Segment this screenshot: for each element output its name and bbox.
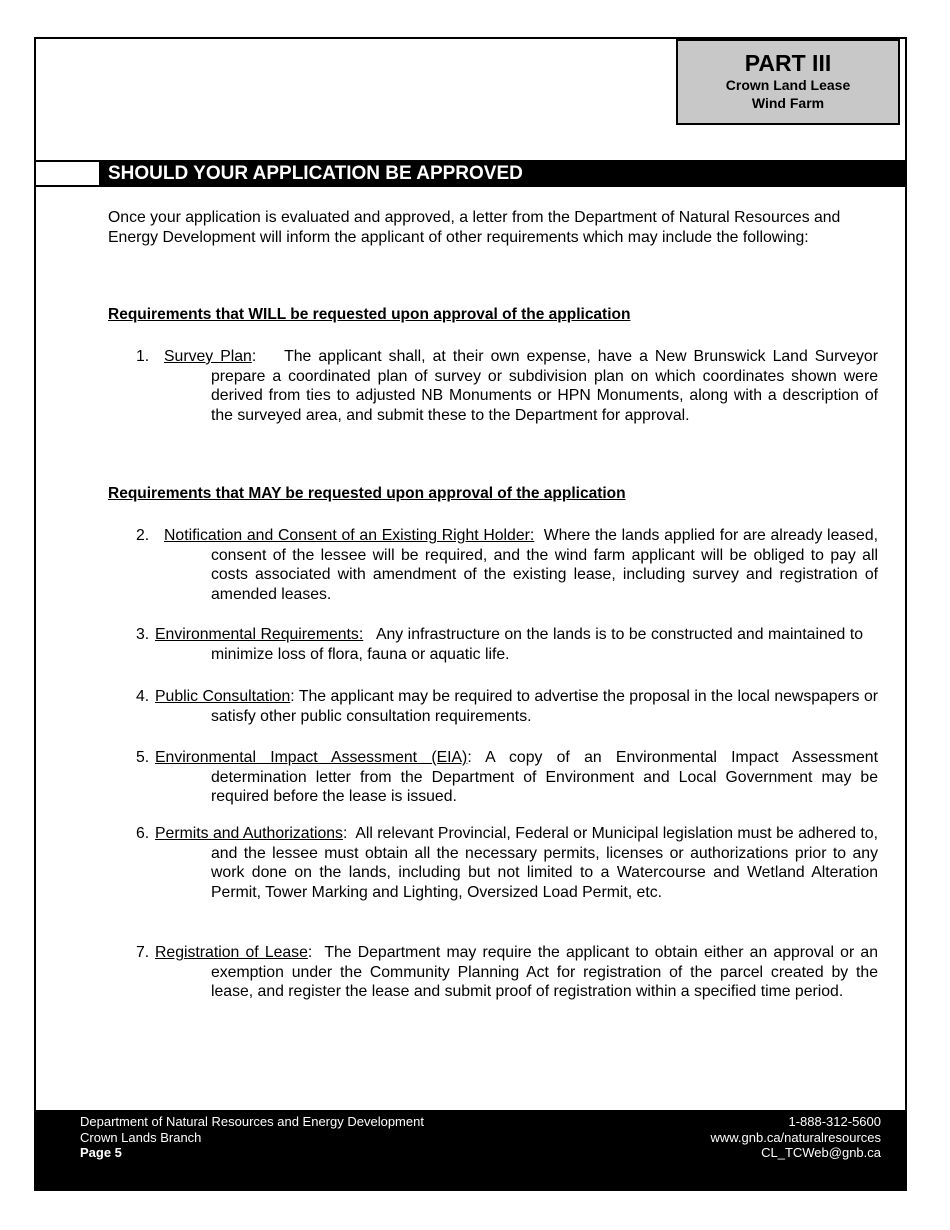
page-number: Page 5 xyxy=(80,1145,122,1160)
item-title: Permits and Authorizations xyxy=(155,825,343,842)
footer-department: Department of Natural Resources and Energy Development xyxy=(80,1114,424,1129)
footer-email: CL_TCWeb@gnb.ca xyxy=(761,1145,881,1160)
footer-phone: 1-888-312-5600 xyxy=(788,1114,881,1129)
section-banner-title: SHOULD YOUR APPLICATION BE APPROVED xyxy=(108,163,523,184)
item-title: Notification and Consent of an Existing Right Holder: xyxy=(164,527,535,544)
item-title: Public Consultation xyxy=(155,688,291,705)
item-text: Where the lands applied for are already leased, consent of the lessee will be required, and the wind farm applicant will be obliged to pay all costs associated with amendment of the existing lease, including survey and registration of amended leases. xyxy=(211,527,878,603)
item-text: All relevant Provincial, Federal or Municipal legislation must be adhered to, and the lessee must obtain all the necessary permits, licenses or authorizations prior to any work done on the lands, including but not limited to a Watercourse and Wetland Alteration Permit, Tower Marking and Lighting, Oversized Load Permit, etc. xyxy=(211,825,879,901)
item-title: Registration of Lease xyxy=(155,944,308,961)
part-subtitle-2: Wind Farm xyxy=(751,95,825,111)
item-number: 4. xyxy=(136,688,150,705)
item-number: 7. xyxy=(136,944,150,961)
intro-paragraph: Once your application is evaluated and approved, a letter from the Department of Natural Resources and Energy Development will inform the applicant of other requirements which may include the following: xyxy=(108,209,841,246)
item-title: Survey Plan xyxy=(164,348,252,365)
item-number: 5. xyxy=(136,749,150,766)
footer-branch: Crown Lands Branch xyxy=(80,1129,202,1145)
item-text: Any infrastructure on the lands is to be constructed and maintained to minimize loss of flora, fauna or aquatic life. xyxy=(211,626,864,663)
item-title: Environmental Impact Assessment (EIA) xyxy=(155,749,468,766)
item-number: 2. xyxy=(136,527,150,544)
may-requirements-heading: Requirements that MAY be requested upon approval of the application xyxy=(108,485,626,502)
item-text: The applicant may be required to advertise the proposal in the local newspapers or satisfy other public consultation requirements. xyxy=(211,688,879,725)
item-text: The applicant shall, at their own expense, have a New Brunswick Land Surveyor prepare a coordinated plan of survey or subdivision plan on which coordinates shown were derived from ties to adjusted NB Monuments or HPN Monuments, along with a description of the surveyed area, and submit these to the Department for approval. xyxy=(211,348,878,424)
item-title: Environmental Requirements: xyxy=(155,626,364,643)
item-sep: : xyxy=(307,944,313,961)
list-item xyxy=(136,943,878,1002)
list-item xyxy=(136,347,878,425)
part-title: PART III xyxy=(744,50,832,76)
list-item xyxy=(136,526,878,604)
item-number: 3. xyxy=(136,626,150,643)
item-sep: : xyxy=(290,688,295,705)
page-footer xyxy=(34,1110,907,1191)
will-requirements-heading: Requirements that WILL be requested upon approval of the application xyxy=(108,306,631,323)
list-item xyxy=(136,824,878,902)
item-sep: : xyxy=(467,749,472,766)
footer-website: www.gnb.ca/naturalresources xyxy=(710,1129,881,1145)
part-subtitle-1: Crown Land Lease xyxy=(725,77,851,93)
list-item xyxy=(136,625,863,664)
list-item xyxy=(136,687,878,726)
item-sep: : xyxy=(342,825,348,842)
item-text: The Department may require the applicant to obtain either an approval or an exemption under the Community Planning Act for registration of the parcel created by the lease, and register the lease and submit proof of registration within a specified time period. xyxy=(211,944,878,1001)
part-box xyxy=(676,39,900,125)
section-banner xyxy=(36,160,907,187)
item-sep: : xyxy=(251,348,257,365)
item-number: 6. xyxy=(136,825,150,842)
item-text: A copy of an Environmental Impact Assessment determination letter from the Department of Environment and Local Government may be required before the lease is issued. xyxy=(211,749,878,806)
item-number: 1. xyxy=(136,348,150,365)
list-item xyxy=(136,748,878,807)
